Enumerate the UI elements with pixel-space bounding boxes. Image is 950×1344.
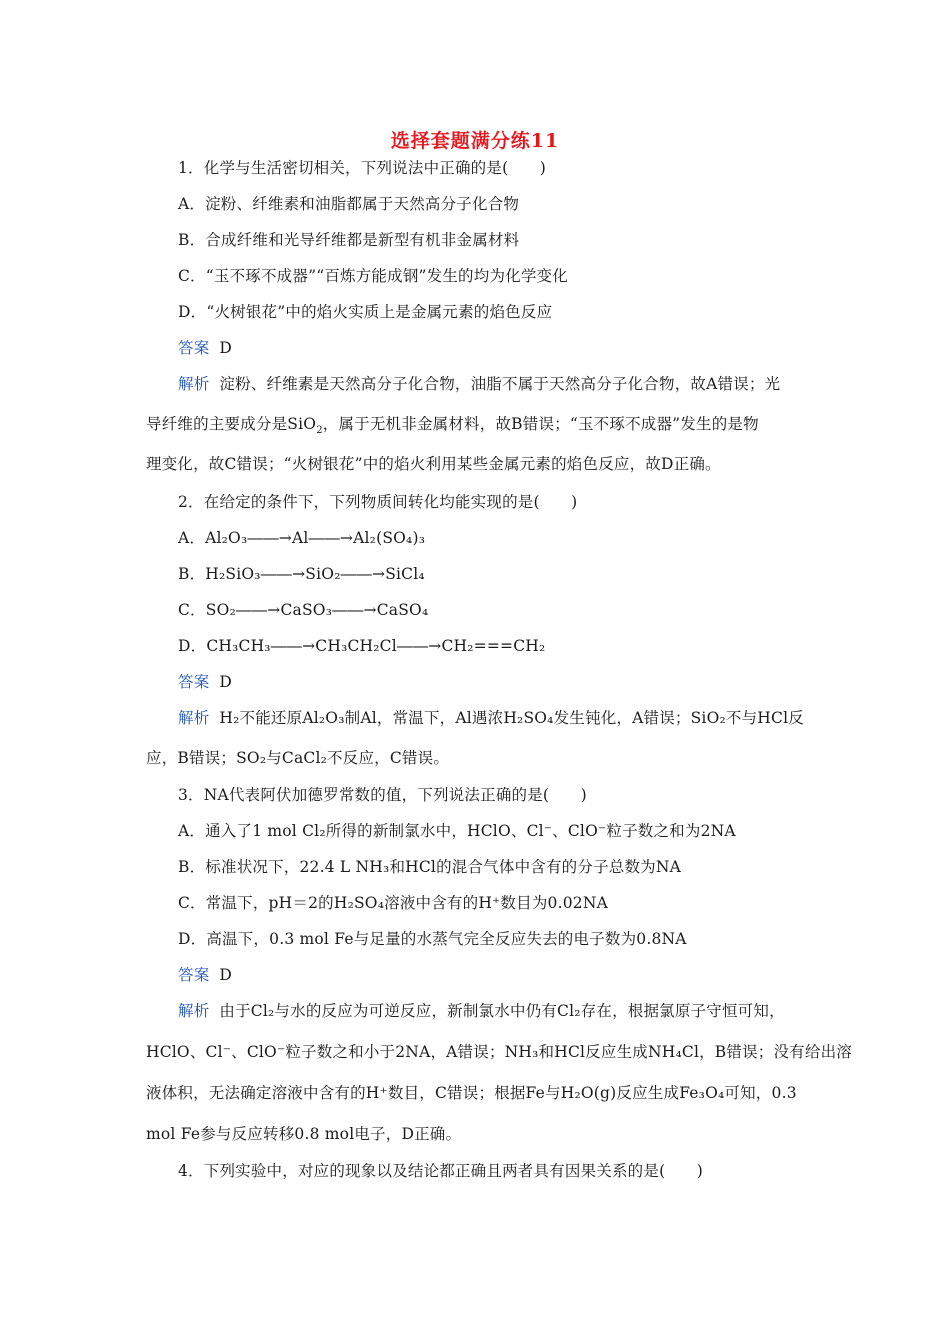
q1-option-a: A．淀粉、纤维素和油脂都属于天然高分子化合物: [178, 195, 520, 213]
q3-explanation-line1: [178, 1000, 785, 1022]
q3-explanation-line4: mol Fe参与反应转移0.8 mol电子，D正确。: [146, 1125, 462, 1143]
q2-stem: 2．在给定的条件下，下列物质间转化均能实现的是( ): [178, 493, 578, 511]
q1-stem: 1．化学与生活密切相关，下列说法中正确的是( ): [178, 159, 546, 177]
q3-stem: 3．NA代表阿伏加德罗常数的值，下列说法正确的是( ): [178, 786, 587, 804]
q2-option-b: B．H₂SiO₃――→SiO₂――→SiCl₄: [178, 565, 425, 583]
answer-value: D: [219, 673, 233, 691]
q2-explanation-line1: [178, 707, 804, 729]
explanation-text: 由于Cl₂与水的反应为可逆反应，新制氯水中仍有Cl₂存在，根据氯原子守恒可知，: [219, 1002, 785, 1020]
q2-option-d: D．CH₃CH₃――→CH₃CH₂Cl――→CH₂===CH₂: [178, 637, 546, 655]
answer-label: 答案: [178, 339, 210, 357]
explanation-text: ，属于无机非金属材料，故B错误；“玉不琢不成器”发生的是物: [322, 415, 759, 433]
q3-answer: [178, 964, 232, 986]
q1-explanation-line1: [178, 373, 780, 395]
q1-explanation-line3: 理变化，故C错误；“火树银花”中的焰火利用某些金属元素的焰色反应，故D正确。: [146, 455, 721, 473]
q1-answer: [178, 337, 232, 359]
q3-explanation-line2: HClO、Cl⁻、ClO⁻粒子数之和小于2NA，A错误；NH₃和HCl反应生成NH₄Cl，B错误；没有给出溶: [146, 1043, 852, 1061]
page-title: 选择套题满分练11: [390, 130, 560, 152]
explanation-text: 淀粉、纤维素是天然高分子化合物，油脂不属于天然高分子化合物，故A错误；光: [219, 375, 781, 393]
q3-option-c: C．常温下，pH＝2的H₂SO₄溶液中含有的H⁺数目为0.02NA: [178, 894, 608, 912]
q3-explanation-line3: 液体积，无法确定溶液中含有的H⁺数目，C错误；根据Fe与H₂O(g)反应生成Fe₃O₄可知，0.3: [146, 1084, 797, 1102]
answer-label: 答案: [178, 673, 210, 691]
q2-option-a: A．Al₂O₃――→Al――→Al₂(SO₄)₃: [178, 529, 426, 547]
explain-label: 解析: [178, 375, 210, 393]
answer-label: 答案: [178, 966, 210, 984]
q1-explanation-line2: [146, 413, 759, 435]
q1-option-c: C．“玉不琢不成器”“百炼方能成钢”发生的均为化学变化: [178, 267, 568, 285]
answer-value: D: [219, 339, 233, 357]
q4-stem: 4．下列实验中，对应的现象以及结论都正确且两者具有因果关系的是( ): [178, 1162, 703, 1180]
q2-answer: [178, 671, 232, 693]
explain-label: 解析: [178, 709, 210, 727]
subscript: 2: [316, 425, 323, 437]
q3-option-b: B．标准状况下，22.4 L NH₃和HCl的混合气体中含有的分子总数为NA: [178, 858, 682, 876]
q2-option-c: C．SO₂――→CaSO₃――→CaSO₄: [178, 601, 429, 619]
q1-option-d: D．“火树银花”中的焰火实质上是金属元素的焰色反应: [178, 303, 553, 321]
explain-label: 解析: [178, 1002, 210, 1020]
explanation-text: 导纤维的主要成分是SiO: [146, 415, 317, 433]
q2-explanation-line2: 应，B错误；SO₂与CaCl₂不反应，C错误。: [146, 749, 450, 767]
q3-option-d: D．高温下，0.3 mol Fe与足量的水蒸气完全反应失去的电子数为0.8NA: [178, 930, 687, 948]
q3-option-a: A．通入了1 mol Cl₂所得的新制氯水中，HClO、Cl⁻、ClO⁻粒子数之和为2NA: [178, 822, 736, 840]
explanation-text: H₂不能还原Al₂O₃制Al，常温下，Al遇浓H₂SO₄发生钝化，A错误；SiO₂不与HCl反: [219, 709, 804, 727]
q1-option-b: B．合成纤维和光导纤维都是新型有机非金属材料: [178, 231, 520, 249]
answer-value: D: [219, 966, 233, 984]
